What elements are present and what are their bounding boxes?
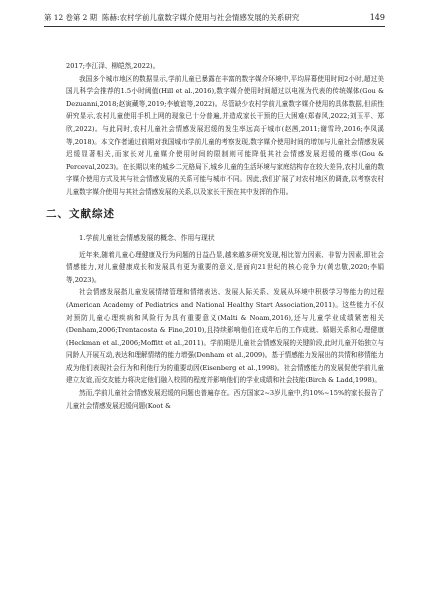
running-title: 陈赫:农村学前儿童数字媒介使用与社会情感发展的关系研究 (102, 13, 300, 22)
paragraph: 社会情感发展指儿童发展情绪管理和情绪表达、发展人际关系、发展从环境中积极学习等能力的过程(American Academy of Pediatrics and National Healthy Start Association,2011)。这些能力不仅对预防儿童心理疾病和风险行为具有重要意义(Malti & Noam,2016),还与儿童学业成绩紧密相关(Denham,2006;Trentacosta & Fine,2010),且持续影响他们在成年后的工作成就、婚姻关系和心理健康(Heckman et al.,2006;Moffitt et al.,2011)。学前期是儿童社会情感发展的关键阶段,此时儿童开始独立与同龄人开展互动,表达和理解情绪的能力增强(Denham et al.,2009)。基于情感能力发展出的共情和移情能力成为他们表现社会行为和利他行为的重要动因(Eisenberg et al.,1998)。社会情感能力的发展促使学前儿童建立友谊,而交友能力将决定他们融入校园的程度并影响他们的学业成绩和社会技能(Birch & Ladd,1998)。 (66, 288, 384, 385)
page-number: 149 (369, 13, 385, 22)
subsection-heading: 1.学前儿童社会情感发展的概念、作用与现状 (79, 233, 215, 242)
article-body (46, 60, 384, 412)
section-heading: 二、文献综述 (46, 207, 115, 220)
paragraph: 然而,学前儿童社会情感发展迟缓的问题也普遍存在。西方国家2~3岁儿童中,约10%~15%的家长报告了儿童社会情感发展迟缓问题(Koot & (66, 389, 384, 410)
paragraph: 近年来,随着儿童心理健康及行为问题的日益凸显,越来越多研究发现,相比智力因素、非智力因素,即社会情感能力,对儿童健康成长和发展具有更为重要的意义,是面向21世纪的核心竞争力(黄忠敬,2020;李娟等,2023)。 (66, 250, 384, 284)
journal-issue: 第 12 卷第 2 期 (44, 13, 98, 22)
running-header (44, 10, 385, 27)
paragraph: 我国多个城市地区的数据显示,学前儿童已暴露在丰富的数字媒介环境中,平均屏幕使用时间2小时,超过美国儿科学会推荐的1.5小时阈值(Hill et al.,2016),数字媒介使用时间超过以电视为代表的传统媒体(Gou & Dezuanni,2018;赵寅藏等,2019;李敏谊等,2022)。尽管缺少农村学前儿童数字媒介使用的具体数据,但质性研究显示,农村儿童使用手机上网的现象已十分普遍,并造成家长干预的巨大困难(郑春风,2022;刘玉平、郑欣,2022)。与此同时,农村儿童社会情感发展迟缓的发生率远高于城市(赵茜,2011;谢雪玲,2016;李凤溪等,2018)。本文作者通过前期对我国城市学前儿童的考察发现,数字媒介使用时间的增加与儿童社会情感发展迟缓显著相关,而家长对儿童媒介使用时间的限制则可能降低其社会情感发展迟缓的概率(Gou & Perceval,2023)。在长期以来的城乡二元格局下,城乡儿童的生活环境与家庭结构存在较大差异,农村儿童的数字媒介使用方式及其与社会情感发展的关系可能与城市不同。因此,我们扩展了对农村地区的调查,以考察农村儿童数字媒介使用与其社会情感发展的关系,以及家长干预在其中发挥的作用。 (66, 74, 384, 196)
paragraph: 2017;李江泽、柳皑然,2022)。 (66, 62, 160, 70)
